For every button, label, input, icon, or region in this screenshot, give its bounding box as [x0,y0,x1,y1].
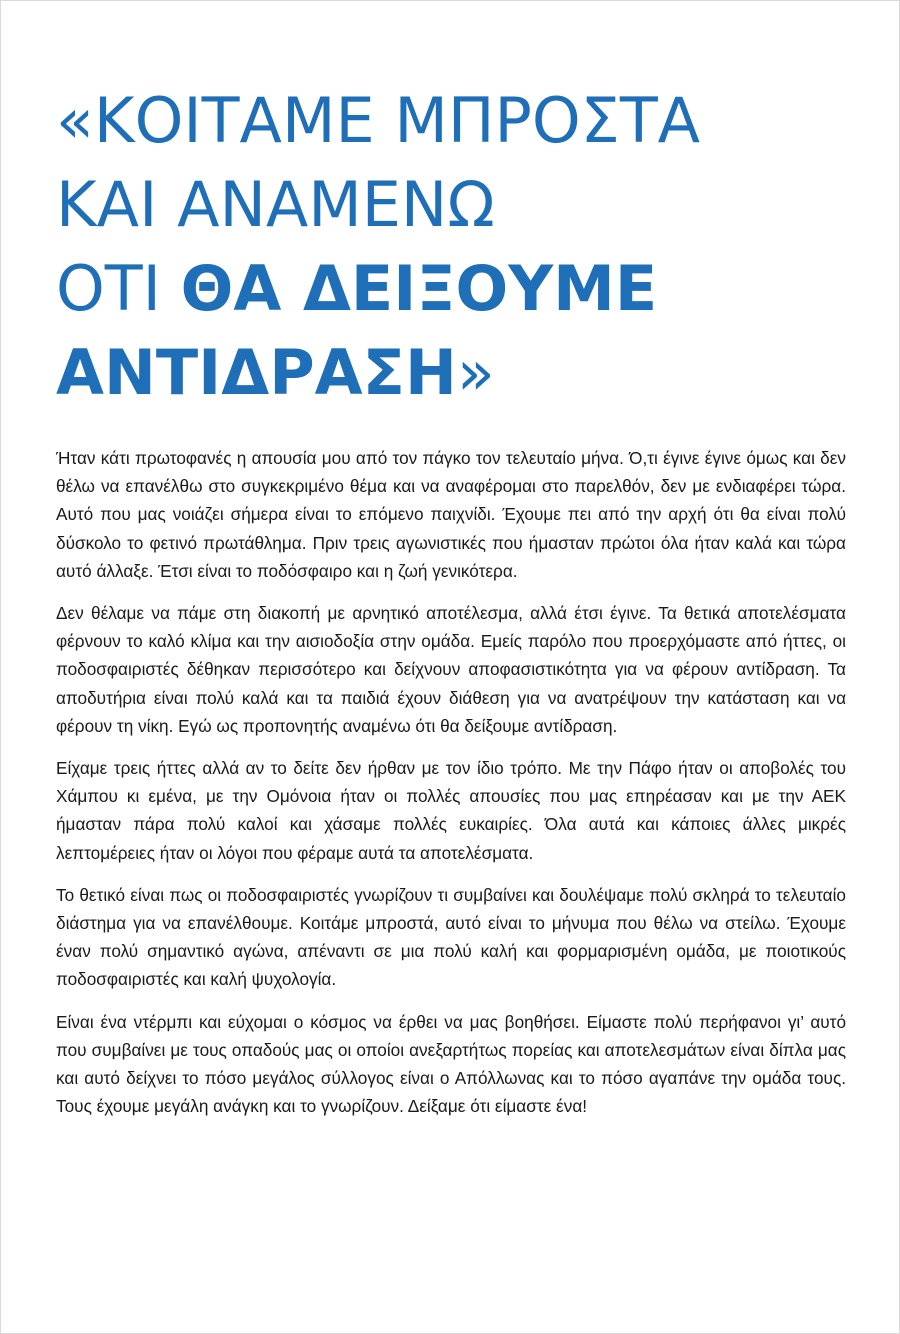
body-paragraph-2: Δεν θέλαμε να πάμε στη διακοπή με αρνητικό αποτέλεσμα, αλλά έτσι έγινε. Τα θετικά αποτελέσματα φέρνουν το καλό κλίμα και την αισιοδοξία στην ομάδα. Εμείς παρόλο που προερχόμαστε από ήττες, οι ποδοσφαιριστές δέθηκαν περισσότερο και δείχνουν αποφασιστικότητα για να φέρουν αντίδραση. Τα αποδυτήρια είναι πολύ καλά και τα παιδιά έχουν διάθεση για να ανατρέψουν την κατάσταση και να φέρουν τη νίκη. Εγώ ως προπονητής αναμένω ότι θα δείξουμε αντίδραση. [56,603,846,736]
body-paragraph-3: Είχαμε τρεις ήττες αλλά αν το δείτε δεν ήρθαν με τον ίδιο τρόπο. Με την Πάφο ήταν οι αποβολές του Χάμπου κι εμένα, με την Ομόνοια ήταν οι πολλές απουσίες που μας επηρέασαν και με την ΑΕΚ ήμασταν πάρα πολύ καλοί και χάσαμε πολλές ευκαιρίες. Όλα αυτά και κάποιες άλλες μικρές λεπτομέρειες ήταν οι λόγοι που φέραμε αυτά τα αποτελέσματα. [56,758,846,863]
body-paragraph-4: Το θετικό είναι πως οι ποδοσφαιριστές γνωρίζουν τι συμβαίνει και δουλέψαμε πολύ σκληρά το τελευταίο διάστημα για να επανέλθουμε. Κοιτάμε μπροστά, αυτό είναι το μήνυμα που θέλω να στείλω. Έχουμε έναν πολύ σημαντικό αγώνα, απέναντι σε μια πολύ καλή και φορμαρισμένη ομάδα, με ποιοτικούς ποδοσφαιριστές και καλή ψυχολογία. [56,884,846,990]
headline-line-4-regular: » [456,336,495,409]
headline-quote [56,79,856,415]
headline-line-3-bold: ΘΑ ΔΕΙΞΟΥΜΕ [180,252,658,325]
headline-line-3 [56,247,856,331]
headline-line-4-bold: ΑΝΤΙΔΡΑΣΗ [56,336,457,409]
body-paragraph-5: Είναι ένα ντέρμπι και εύχομαι ο κόσμος να έρθει να μας βοηθήσει. Είμαστε πολύ περήφανοι γι’ αυτό που συμβαίνει με τους οπαδούς μας οι οποίοι ανεξαρτήτως πορείας και αποτελεσμάτων είναι δίπλα μας και αυτό δείχνει το πόσο μεγάλος σύλλογος είναι ο Απόλλωνας και το πόσο αγαπάνε την ομάδα τους. Τους έχουμε μεγάλη ανάγκη και το γνωρίζουν. Δείξαμε ότι είμαστε ένα! [56,1011,846,1117]
headline-line-4 [56,331,856,415]
body-paragraph-1: Ήταν κάτι πρωτοφανές η απουσία μου από τον πάγκο τον τελευταίο μήνα. Ό,τι έγινε έγινε όμως και δεν θέλω να επανέλθω στο συγκεκριμένο θέμα και να αναφέρομαι στο παρελθόν, δεν με ενδιαφέρει τώρα. Αυτό που μας νοιάζει σήμερα είναι το επόμενο παιχνίδι. Έχουμε πει από την αρχή ότι θα είναι πολύ δύσκολο το φετινό πρωτάθλημα. Πριν τρεις αγωνιστικές που ήμασταν πρώτοι όλα ήταν καλά και τώρα αυτό άλλαξε. Έτσι είναι το ποδόσφαιρο και η ζωή γενικότερα. [56,448,846,581]
headline-line-2: ΚΑΙ ΑΝΑΜΕΝΩ [56,168,495,241]
article-body [56,444,846,1134]
headline-line-3-regular: ΟΤΙ [56,252,181,325]
headline-line-1: «ΚΟΙΤΑΜΕ ΜΠΡΟΣΤΑ [56,84,701,157]
